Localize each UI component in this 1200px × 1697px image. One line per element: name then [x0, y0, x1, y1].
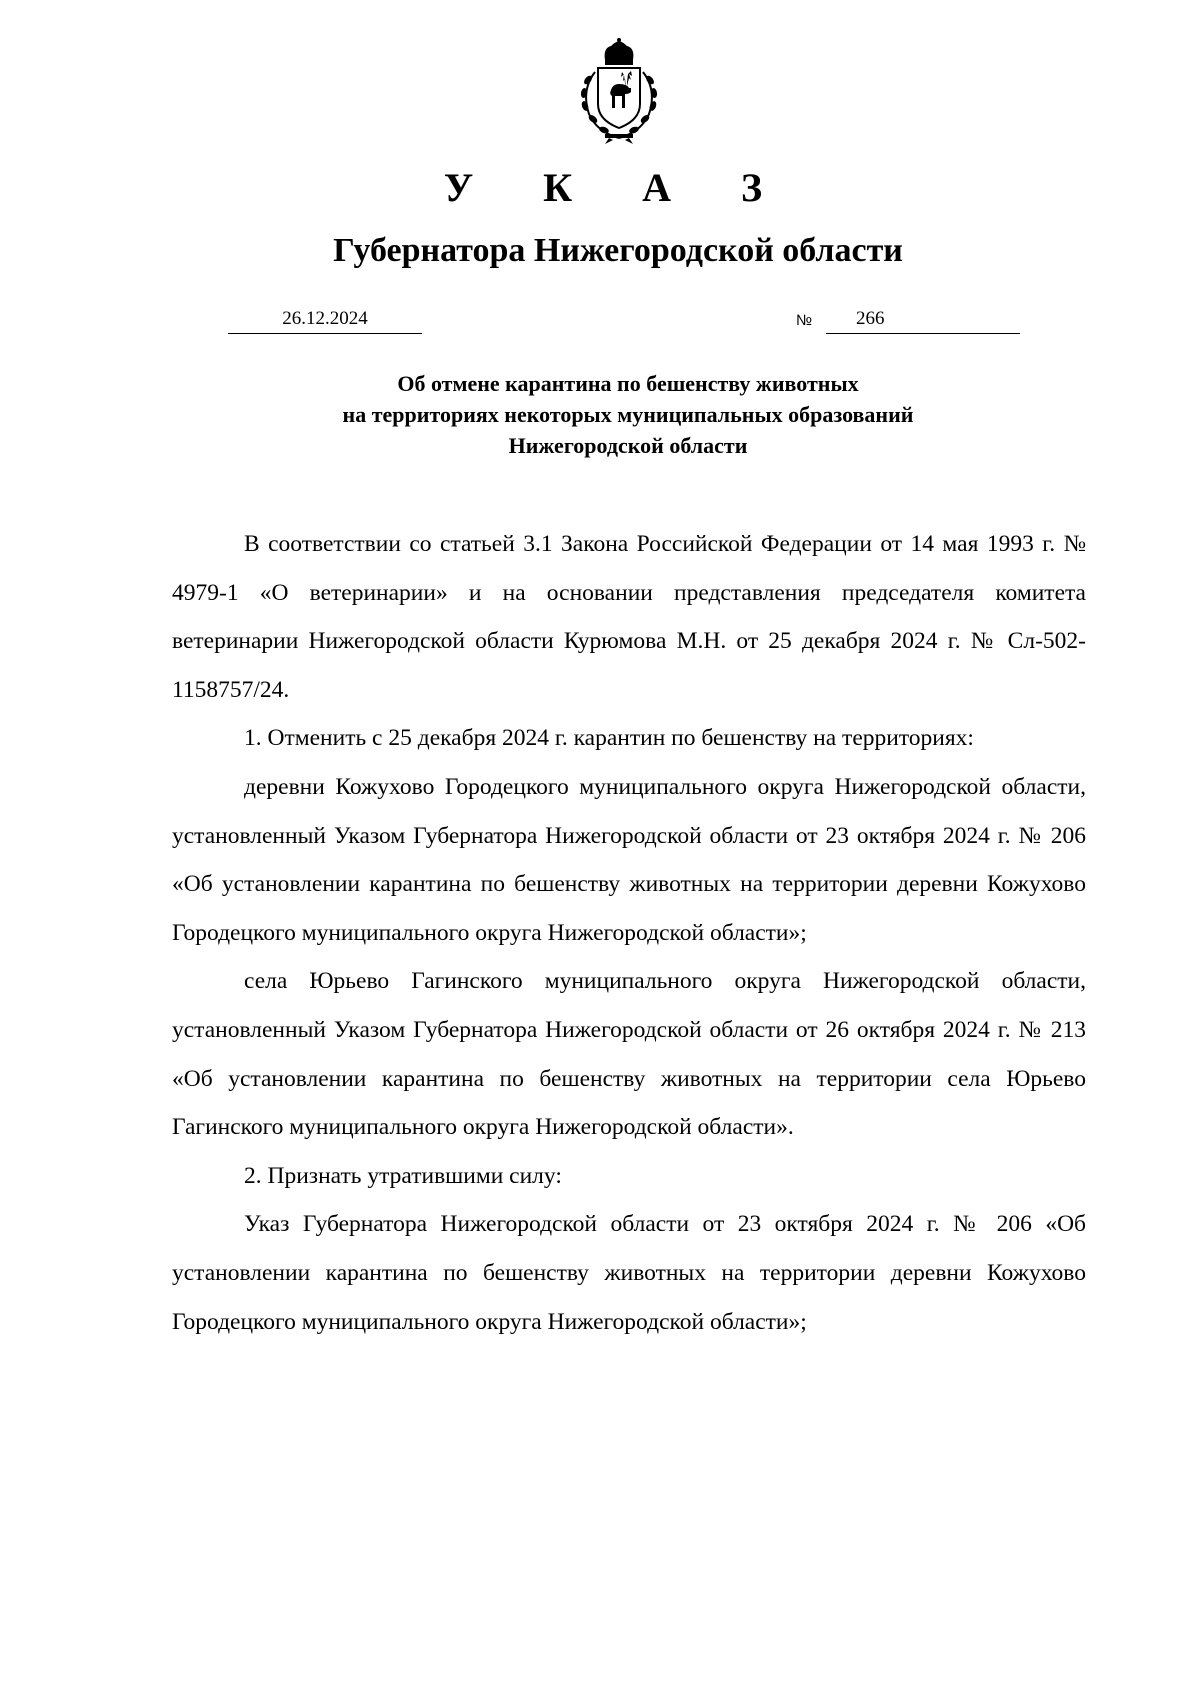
- subject-line: Нижегородской области: [508, 433, 748, 458]
- document-type-title: У К А З: [443, 165, 793, 210]
- subject-line: Об отмене карантина по бешенству животных: [397, 371, 859, 396]
- coat-of-arms-icon: [565, 38, 673, 146]
- issuer-title: Губернатора Нижегородской области: [333, 232, 903, 269]
- clause-1-paragraph: 1. Отменить с 25 декабря 2024 г. карантин по бешенству на территориях:: [244, 725, 974, 752]
- clause-2-paragraph: 2. Признать утратившими силу:: [244, 1162, 562, 1189]
- document-subject: [0, 368, 1200, 461]
- clause-1-item-kozhukhovo: деревни Кожухово Городецкого муниципального округа Нижегородской области, установленный Указом Губернатора Нижегородской области от 23 октября 2024 г. № 206 «Об установлении карантина по бешенству животных на территории деревни Кожухово Городецкого муниципального округа Нижегородской области»;: [172, 773, 1086, 946]
- document-date: 26.12.2024: [228, 307, 422, 334]
- document-number-field: [826, 307, 1020, 334]
- clause-2-item-decree-206: Указ Губернатора Нижегородской области от 23 октября 2024 г. № 206 «Об установлении карантина по бешенству животных на территории деревни Кожухово Городецкого муниципального округа Нижегородской области»;: [172, 1211, 1086, 1335]
- subject-line: на территориях некоторых муниципальных образований: [342, 402, 914, 427]
- number-sign: №: [796, 312, 813, 329]
- document-body: [172, 520, 1086, 1346]
- clause-1-item-yurevo: села Юрьево Гагинского муниципального округа Нижегородской области, установленный Указом Губернатора Нижегородской области от 26 октября 2024 г. № 213 «Об установлении карантина по бешенству животных на территории села Юрьево Гагинского муниципального округа Нижегородской области».: [172, 968, 1086, 1141]
- preamble-paragraph: В соответствии со статьей 3.1 Закона Российской Федерации от 14 мая 1993 г. № 4979-1 «О ветеринарии» и на основании представления председателя комитета ветеринарии Нижегородской области Курюмова М.Н. от 25 декабря 2024 г. № Сл-502-1158757/24.: [172, 531, 1086, 703]
- document-number: 266: [856, 308, 885, 329]
